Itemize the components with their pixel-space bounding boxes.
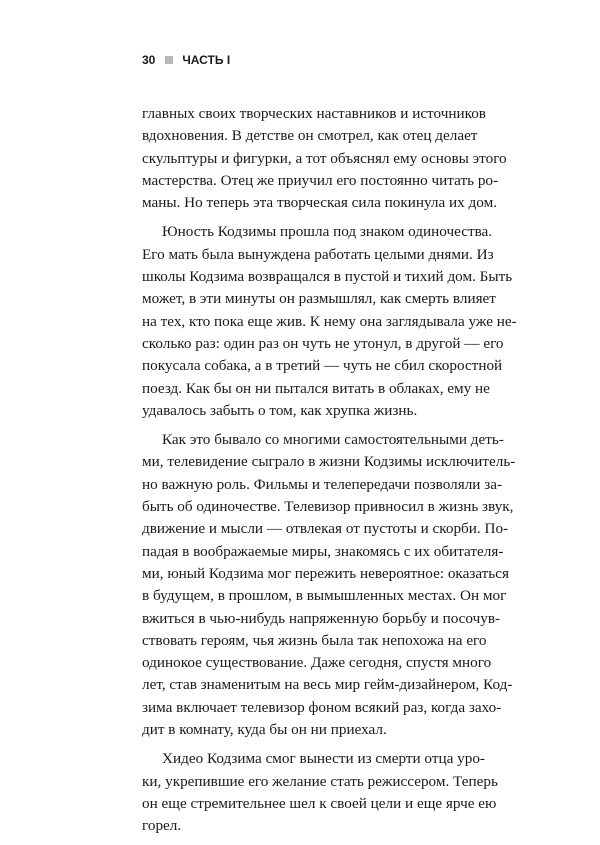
text-line: скульптуры и фигурки, а тот объяснял ему основы этого bbox=[142, 149, 507, 167]
text-line: школы Кодзима возвращался в пустой и тихий дом. Быть bbox=[142, 268, 513, 286]
paragraph-4 bbox=[142, 748, 498, 837]
text-line: горел. bbox=[142, 817, 182, 835]
text-line: Хидео Кодзима смог вынести из смерти отца уро- bbox=[162, 750, 485, 768]
text-line: удавалось забыть о том, как хрупка жизнь. bbox=[142, 401, 418, 419]
text-line: на тех, кто пока еще жив. К нему она заглядывала уже не- bbox=[142, 312, 517, 330]
text-line: вдохновения. В детстве он смотрел, как отец делает bbox=[142, 127, 478, 145]
text-line: Его мать была вынуждена работать целыми днями. Из bbox=[142, 245, 494, 263]
text-line: мастерства. Отец же приучил его постоянно читать ро- bbox=[142, 171, 499, 189]
page-number: 30 bbox=[142, 53, 156, 67]
text-line: сколько раз: один раз он чуть не утонул, в другой — его bbox=[142, 334, 504, 352]
text-line: вжиться в чью-нибудь напряженную борьбу и посочув- bbox=[142, 609, 501, 627]
paragraph-3 bbox=[142, 429, 516, 741]
text-line: падая в воображаемые миры, знакомясь с их обитателя- bbox=[142, 542, 504, 560]
body-text bbox=[142, 103, 517, 845]
header-separator-square bbox=[165, 56, 173, 64]
paragraph-2 bbox=[142, 221, 517, 422]
text-line: одинокое существование. Даже сегодня, спустя много bbox=[142, 654, 492, 672]
text-line: быть об одиночестве. Телевизор привносил в жизнь звук, bbox=[142, 498, 514, 516]
text-line: ми, телевидение сыграло в жизни Кодзимы исключитель- bbox=[142, 453, 516, 471]
text-line: главных своих творческих наставников и источников bbox=[142, 105, 486, 122]
part-title: ЧАСТЬ I bbox=[182, 53, 231, 67]
text-line: но важную роль. Фильмы и телепередачи позволяли за- bbox=[142, 475, 503, 493]
text-line: может, в эти минуты он размышлял, как смерть влияет bbox=[142, 290, 496, 308]
text-line: Юность Кодзимы прошла под знаком одиночества. bbox=[162, 223, 493, 241]
text-line: ки, укрепившие его желание стать режиссером. Теперь bbox=[142, 772, 498, 790]
text-line: Как это бывало со многими самостоятельными деть- bbox=[162, 431, 504, 449]
text-line: в будущем, в прошлом, в вымышленных местах. Он мог bbox=[142, 587, 507, 605]
paragraph-1 bbox=[142, 103, 507, 214]
text-line: он еще стремительнее шел к своей цели и еще ярче ею bbox=[142, 794, 497, 812]
text-line: зима включает телевизор фоном всякий раз, когда захо- bbox=[142, 698, 502, 716]
text-line: поезд. Как бы он ни пытался витать в облаках, ему не bbox=[142, 379, 490, 397]
text-line: ствовать героям, чья жизнь была так непохожа на его bbox=[142, 631, 487, 649]
text-line: движение и мысли — отвлекая от пустоты и скорби. По- bbox=[142, 520, 509, 538]
text-line: дит в комнату, куда бы он ни приехал. bbox=[142, 721, 387, 739]
running-header bbox=[142, 53, 230, 67]
text-line: лет, став знаменитым на весь мир гейм-дизайнером, Код- bbox=[142, 676, 513, 694]
text-line: покусала собака, а в третий — чуть не сбил скоростной bbox=[142, 357, 503, 375]
text-line: ми, юный Кодзима мог пережить невероятное: оказаться bbox=[142, 564, 509, 582]
text-line: маны. Но теперь эта творческая сила покинула их дом. bbox=[142, 194, 497, 212]
